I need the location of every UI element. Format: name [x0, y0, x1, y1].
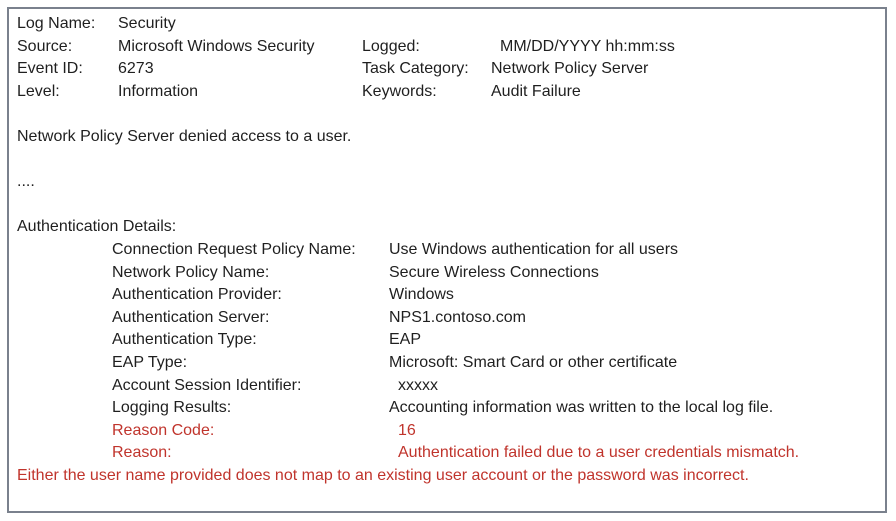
detail-label: Network Policy Name: — [112, 263, 270, 281]
detail-row-reason — [112, 442, 879, 465]
detail-label: Connection Request Policy Name: — [112, 240, 356, 258]
detail-row-account-session-identifier — [112, 375, 879, 398]
failure-explanation-note: Either the user name provided does not map to an existing user account or the password was incorrect. — [17, 466, 749, 484]
detail-label: Reason: — [112, 444, 172, 462]
header-row-log-name — [17, 13, 879, 36]
authentication-details-heading: Authentication Details: — [17, 218, 177, 236]
detail-value: Accounting information was written to the local log file. — [389, 399, 774, 417]
detail-label: Authentication Type: — [112, 331, 257, 349]
event-id-label: Event ID: — [17, 60, 83, 78]
detail-label: EAP Type: — [112, 353, 188, 371]
keywords-value: Audit Failure — [491, 82, 581, 100]
detail-row-authentication-provider — [112, 284, 879, 307]
header-row-level — [17, 81, 879, 104]
event-id-value: 6273 — [118, 60, 154, 78]
detail-row-reason-code — [112, 420, 879, 443]
source-label: Source: — [17, 37, 73, 55]
detail-row-connection-request-policy — [112, 239, 879, 262]
spacer-line — [17, 149, 879, 172]
spacer-line — [17, 103, 879, 126]
detail-label: Account Session Identifier: — [112, 376, 302, 394]
detail-value: 16 — [398, 421, 416, 439]
log-name-label: Log Name: — [17, 15, 96, 32]
keywords-label: Keywords: — [362, 82, 437, 100]
source-value: Microsoft Windows Security — [118, 37, 315, 55]
detail-label: Authentication Server: — [112, 308, 270, 326]
detail-label: Authentication Provider: — [112, 286, 282, 304]
ellipsis-line: .... — [17, 173, 35, 191]
detail-value: Windows — [389, 286, 454, 304]
detail-value: EAP — [389, 331, 422, 349]
event-log-panel — [7, 7, 887, 513]
detail-row-logging-results — [112, 397, 879, 420]
task-category-value: Network Policy Server — [491, 60, 649, 78]
detail-row-authentication-type — [112, 329, 879, 352]
detail-row-eap-type — [112, 352, 879, 375]
detail-label: Logging Results: — [112, 399, 232, 417]
task-category-label: Task Category: — [362, 60, 469, 78]
detail-value: Use Windows authentication for all users — [389, 240, 679, 258]
header-row-event-id — [17, 58, 879, 81]
header-spacer — [362, 13, 491, 36]
log-name-value: Security — [118, 15, 176, 32]
spacer-line — [17, 194, 879, 217]
detail-value: xxxxx — [398, 376, 438, 394]
level-label: Level: — [17, 82, 60, 100]
detail-row-authentication-server — [112, 307, 879, 330]
header-spacer — [491, 13, 879, 36]
header-row-source — [17, 36, 879, 59]
logged-label: Logged: — [362, 37, 420, 55]
detail-value: Microsoft: Smart Card or other certificate — [389, 353, 678, 371]
detail-row-network-policy-name — [112, 262, 879, 285]
detail-label: Reason Code: — [112, 421, 215, 439]
logged-value: MM/DD/YYYY hh:mm:ss — [500, 37, 675, 55]
detail-value: Secure Wireless Connections — [389, 263, 599, 281]
level-value: Information — [118, 82, 199, 100]
event-description: Network Policy Server denied access to a user. — [17, 127, 352, 145]
detail-value: Authentication failed due to a user credentials mismatch. — [398, 444, 800, 462]
detail-value: NPS1.contoso.com — [389, 308, 526, 326]
